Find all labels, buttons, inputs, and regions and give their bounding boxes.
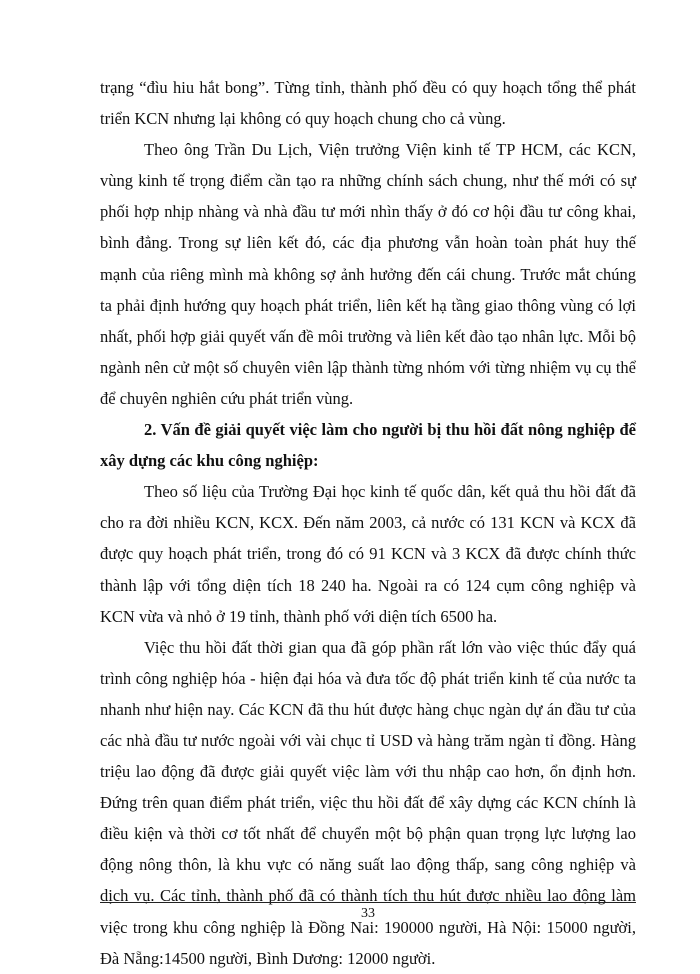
body-text — [100, 72, 636, 974]
section-heading: 2. Vấn đề giải quyết việc làm cho người bị thu hồi đất nông nghiệp để xây dựng các khu công nghiệp: — [100, 420, 636, 471]
footer-divider — [100, 902, 636, 903]
paragraph-tran-du-lich: Theo ông Trần Du Lịch, Viện trưởng Viện kinh tế TP HCM, các KCN, vùng kinh tế trọng điểm cần tạo ra những chính sách chung, như thế mới có sự phối hợp nhịp nhàng và nhà đầu tư mới nhìn thấy ở đó cơ hội đầu tư công khai, bình đẳng. Trong sự liên kết đó, các địa phương vẫn hoàn toàn phát huy thế mạnh của riêng mình mà không sợ ảnh hưởng đến cái chung. Trước mắt chúng ta phải định hướng quy hoạch phát triển, liên kết hạ tầng giao thông vùng có lợi nhất, phối hợp giải quyết vấn đề môi trường và liên kết đào tạo nhân lực. Mỗi bộ ngành nên cử một số chuyên viên lập thành từng nhóm với từng nhiệm vụ cụ thể để chuyên nghiên cứu phát triển vùng. — [100, 140, 636, 408]
paragraph-continued: trạng “đìu hiu hắt bong”. Từng tỉnh, thành phố đều có quy hoạch tổng thể phát triển KCN nhưng lại không có quy hoạch chung cho cả vùng. — [100, 78, 636, 129]
paragraph-land-recovery: Việc thu hồi đất thời gian qua đã góp phần rất lớn vào việc thúc đẩy quá trình công nghiệp hóa - hiện đại hóa và đưa tốc độ phát triển kinh tế của nước ta nhanh như hiện nay. Các KCN đã thu hút được hàng chục ngàn dự án đầu tư của các nhà đầu tư nước ngoài với vài chục tỉ USD và hàng trăm ngàn tỉ đồng. Hàng triệu lao động đã được giải quyết việc làm với thu nhập cao hơn, ổn định hơn. Đứng trên quan điểm phát triển, việc thu hồi đất để xây dựng các KCN chính là điều kiện và thời cơ tốt nhất để chuyển một bộ phận quan trọng lực lượng lao động nông thôn, là khu vực có năng suất lao động thấp, sang công nghiệp và dịch vụ. Các tỉnh, thành phố đã có thành tích thu hút được nhiều lao động làm việc trong khu công nghiệp là Đồng Nai: 190000 người, Hà Nội: 15000 người, Đà Nẵng:14500 người, Bình Dương: 12000 người. — [100, 637, 636, 968]
paragraph-statistics: Theo số liệu của Trường Đại học kinh tế quốc dân, kết quả thu hồi đất đã cho ra đời nhiều KCN, KCX. Đến năm 2003, cả nước có 131 KCN và KCX đã được quy hoạch phát triển, trong đó có 91 KCN và 3 KCX đã được chính thức thành lập với tổng diện tích 18 240 ha. Ngoài ra có 124 cụm công nghiệp và KCN vừa và nhỏ ở 19 tỉnh, thành phố với diện tích 6500 ha. — [100, 482, 636, 626]
page-number: 33 — [361, 906, 375, 921]
